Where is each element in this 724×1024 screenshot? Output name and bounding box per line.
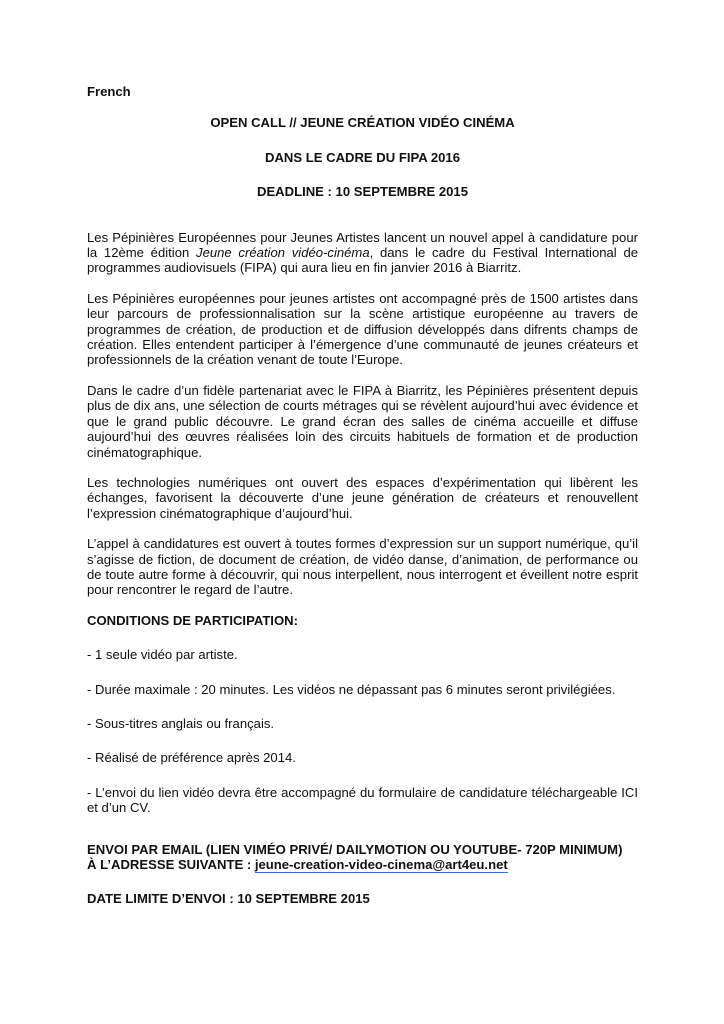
submission-instructions <box>87 842 638 873</box>
intro-text-b: , dans le cadre du Festival International de programmes audiovisuels (FIPA) qui aura lieu en fin janvier 2016 à Biarritz. <box>87 245 639 276</box>
paragraph-technologies: Les technologies numériques ont ouvert des espaces d’expérimentation qui libèrent les échanges, favorisent la découverte d’une jeune génération de créateurs et renouvellent l’expression cinématographique d’aujourd’hui. <box>87 474 638 521</box>
document-page <box>87 80 638 907</box>
condition-item: - L’envoi du lien vidéo devra être accompagné du formulaire de candidature téléchargeable ICI et d’un CV. <box>87 784 638 816</box>
paragraph-call-scope: L’appel à candidatures est ouvert à toutes formes d’expression sur un support numérique, qu’il s’agisse de fiction, de document de création, de vidéo danse, d’animation, de performance ou de toute autre forme à découvrir, qui nous interpellent, nous interrogent et éveillent notre esprit pour rencontrer le regard de l’autre. <box>87 536 638 598</box>
title-deadline: DEADLINE : 10 SEPTEMBRE 2015 <box>256 184 468 200</box>
intro-program-name: Jeune création vidéo-cinéma <box>196 245 370 261</box>
condition-item: - Réalisé de préférence après 2014. <box>87 750 296 766</box>
condition-item: - 1 seule vidéo par artiste. <box>87 647 238 663</box>
title-open-call: OPEN CALL // JEUNE CRÉATION VIDÉO CINÉMA <box>210 115 515 131</box>
title-fipa: DANS LE CADRE DU FIPA 2016 <box>265 149 460 165</box>
paragraph-pepinieres: Les Pépinières européennes pour jeunes artistes ont accompagné près de 1500 artistes dans leur parcours de professionnalisation sur la scène artistique européenne au travers de programmes de création, de production et de diffusion développés dans difrents champs de création. Elles entendent participer à l’émergence d’une communauté de jeunes créateurs et professionnels de la création venant de toute l’Europe. <box>87 290 638 368</box>
paragraph-intro <box>87 230 638 276</box>
language-label: French <box>87 84 131 99</box>
email-link[interactable]: jeune-creation-video-cinema@art4eu.net <box>254 857 508 872</box>
condition-item: - Sous-titres anglais ou français. <box>87 715 275 731</box>
intro-text-a: Les Pépinières Européennes pour Jeunes Artistes lancent un nouvel appel à candidature pour la 12ème édition <box>87 229 638 261</box>
submission-line-2 <box>87 857 638 872</box>
condition-item: - Durée maximale : 20 minutes. Les vidéos ne dépassant pas 6 minutes seront privilégiées. <box>87 681 616 697</box>
conditions-heading: CONDITIONS DE PARTICIPATION: <box>87 612 298 628</box>
submission-address-label: À L’ADRESSE SUIVANTE : <box>87 857 255 872</box>
submission-deadline: DATE LIMITE D’ENVOI : 10 SEPTEMBRE 2015 <box>87 891 370 907</box>
paragraph-partnership: Dans le cadre d’un fidèle partenariat avec le FIPA à Biarritz, les Pépinières présentent depuis plus de dix ans, une sélection de courts métrages qui se révèlent aujourd’hui avec évidence et que le grand public découvre. Le grand écran des salles de cinéma accueille et diffuse aujourd’hui des œuvres réalisées loin des circuits habituels de formation et de production cinématographique. <box>87 382 638 460</box>
submission-line-1: ENVOI PAR EMAIL (LIEN VIMÉO PRIVÉ/ DAILYMOTION OU YOUTUBE- 720P MINIMUM) <box>87 841 623 857</box>
